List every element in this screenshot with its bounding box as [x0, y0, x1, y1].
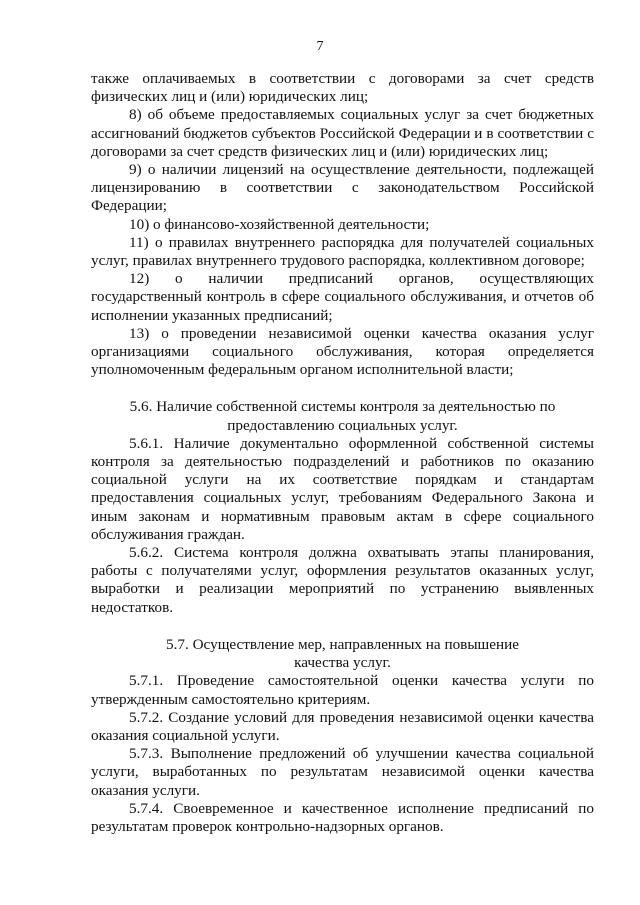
list-item-9: 9) о наличии лицензий на осуществление деятельности, подлежащей лицензированию в соответствии с законодательством Российской Федерации; [91, 161, 594, 215]
section-5-6-heading-line2: предоставлению социальных услуг. [227, 416, 458, 434]
list-item-11: 11) о правилах внутреннего распорядка для получателей социальных услуг, правилах внутреннего трудового распорядка, коллективном договоре; [91, 233, 594, 270]
section-5-7-heading-line2: качества услуг. [294, 654, 391, 672]
paragraph-5-6-2: 5.6.2. Система контроля должна охватывать этапы планирования, работы с получателями услуг, оформления результатов оказанных услуг, выработки и реализации мероприятий по устранению выявленных недостатков. [91, 544, 594, 616]
section-5-7-heading-line1: 5.7. Осуществление мер, направленных на повышение [166, 635, 519, 653]
list-item-13: 13) о проведении независимой оценки качества оказания услуг организациями социального обслуживания, которая определяется уполномоченным федеральным органом исполнительной власти; [91, 324, 594, 379]
section-5-6-heading-line1: 5.6. Наличие собственной системы контроля за деятельностью по [129, 398, 556, 416]
document-body [91, 70, 594, 836]
paragraph-5-7-1: 5.7.1. Проведение самостоятельной оценки качества услуги по утвержденным самостоятельно критериям. [91, 672, 594, 708]
list-item-12: 12) о наличии предписаний органов, осуществляющих государственный контроль в сфере социального обслуживания, и отчетов об исполнении указанных предписаний; [91, 270, 594, 324]
list-item-8: 8) об объеме предоставляемых социальных услуг за счет бюджетных ассигнований бюджетов субъектов Российской Федерации и в соответствии с договорами за счет средств физических лиц и (или) юридических лиц; [91, 106, 594, 160]
paragraph-5-7-3: 5.7.3. Выполнение предложений об улучшении качества социальной услуги, выработанных по результатам независимой оценки качества оказания услуги. [91, 745, 594, 799]
section-5-7-heading [91, 636, 594, 672]
page-number: 7 [316, 39, 324, 54]
paragraph-5-7-2: 5.7.2. Создание условий для проведения независимой оценки качества оказания социальной услуги. [91, 708, 594, 744]
list-item-10: 10) о финансово-хозяйственной деятельности; [129, 215, 430, 233]
paragraph-continuation: также оплачиваемых в соответствии с договорами за счет средств физических лиц и (или) юридических лиц; [91, 70, 594, 106]
section-5-6-heading [91, 398, 594, 434]
paragraph-5-7-4: 5.7.4. Своевременное и качественное исполнение предписаний по результатам проверок контрольно-надзорных органов. [91, 799, 594, 835]
paragraph-5-6-1: 5.6.1. Наличие документально оформленной собственной системы контроля за деятельностью подразделений и работников по оказанию социальной услуги на их соответствие порядкам и стандартам предоставления социальных услуг, требованиям Федерального Закона и иным законам и нормативным правовым актам в сфере социального обслуживания граждан. [91, 434, 594, 543]
